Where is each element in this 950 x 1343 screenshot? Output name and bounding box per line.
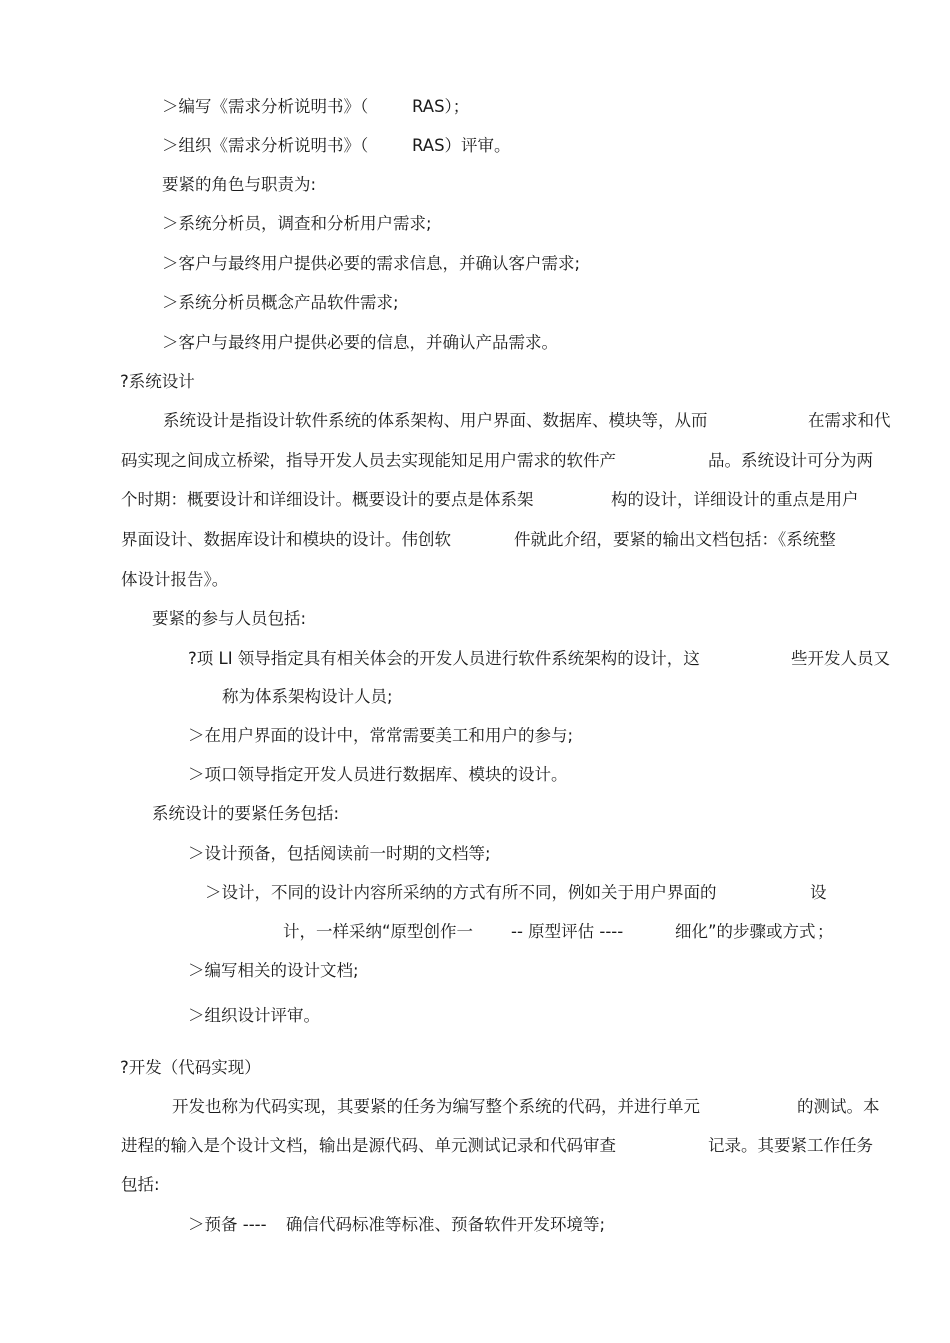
task-item bbox=[205, 883, 835, 903]
text: 界面设计、数据库设计和模块的设计。伟创软 bbox=[121, 530, 451, 549]
role-item: ＞客户与最终用户提供必要的信息，并确认产品需求。 bbox=[162, 333, 558, 352]
paragraph-line bbox=[121, 451, 901, 471]
participant-item: ＞项口领导指定开发人员进行数据库、模块的设计。 bbox=[188, 765, 568, 784]
text: -- 原型评估 ---- bbox=[511, 922, 624, 941]
text: 系统设计是指设计软件系统的体系架构、用户界面、数据库、模块等，从而 bbox=[163, 411, 708, 430]
dev-task-item bbox=[188, 1215, 638, 1235]
text: 细化”的步骤或方式 bbox=[675, 922, 816, 941]
roles-title: 要紧的角色与职责为: bbox=[162, 175, 317, 194]
participants-title: 要紧的参与人员包括: bbox=[152, 609, 307, 628]
text: 些开发人员又 bbox=[791, 649, 890, 668]
text: ＞设计，不同的设计内容所采纳的方式有所不同，例如关于用户界面的 bbox=[205, 883, 717, 902]
tasks-title: 系统设计的要紧任务包括: bbox=[152, 804, 340, 823]
paragraph-line bbox=[172, 1097, 892, 1117]
role-item: ＞系统分析员，调查和分析用户需求; bbox=[162, 214, 432, 233]
participant-item-cont: 称为体系架构设计人员; bbox=[222, 687, 393, 706]
text: ＞组织《需求分析说明书》（ bbox=[162, 136, 369, 155]
text: 进程的输入是个设计文档，输出是源代码、单元测试记录和代码审查 bbox=[121, 1136, 616, 1155]
task-item: ＞组织设计评审。 bbox=[188, 1006, 320, 1025]
text: 的测试。本 bbox=[797, 1097, 880, 1116]
participant-item: ＞在用户界面的设计中，常常需要美工和用户的参与; bbox=[188, 726, 574, 745]
req-line-1 bbox=[162, 97, 470, 117]
paragraph-line bbox=[121, 530, 901, 550]
text: 开发也称为代码实现，其要紧的任务为编写整个系统的代码，并进行单元 bbox=[172, 1097, 700, 1116]
participant-item bbox=[188, 649, 900, 669]
text: ?项 LI 领导指定具有相关体会的开发人员进行软件系统架构的设计，这 bbox=[188, 649, 700, 668]
paragraph-line bbox=[121, 490, 901, 510]
text: 件就此介绍，要紧的输出文档包括：《系统整 bbox=[514, 530, 836, 549]
paragraph-line: 体设计报告》。 bbox=[121, 570, 229, 589]
text: 设 bbox=[810, 883, 827, 902]
text: 计，一样采纳“原型创作一 bbox=[283, 922, 474, 941]
task-item: ＞编写相关的设计文档; bbox=[188, 961, 359, 980]
text: 记录。其要紧工作任务 bbox=[708, 1136, 873, 1155]
task-item: ＞设计预备，包括阅读前一时期的文档等; bbox=[188, 844, 491, 863]
text: RAS）评审。 bbox=[412, 136, 511, 155]
text: ＞预备 ---- bbox=[188, 1215, 267, 1234]
paragraph-line bbox=[121, 1136, 891, 1156]
task-item-cont bbox=[283, 922, 843, 942]
section-heading-design: ?系统设计 bbox=[120, 372, 195, 391]
text: 构的设计，详细设计的重点是用户 bbox=[611, 490, 859, 509]
section-heading-development: ?开发（代码实现） bbox=[120, 1058, 261, 1077]
text: 个时期：概要设计和详细设计。概要设计的要点是体系架 bbox=[121, 490, 534, 509]
text: 码实现之间成立桥梁，指导开发人员去实现能知足用户需求的软件产 bbox=[121, 451, 616, 470]
text: ＞编写《需求分析说明书》（ bbox=[162, 97, 369, 116]
text: ； bbox=[817, 922, 834, 941]
text: RAS）； bbox=[412, 97, 470, 116]
paragraph-line bbox=[163, 411, 903, 431]
role-item: ＞客户与最终用户提供必要的需求信息，并确认客户需求; bbox=[162, 254, 581, 273]
text: 确信代码标准等标准、预备软件开发环境等; bbox=[286, 1215, 606, 1234]
req-line-2 bbox=[162, 136, 511, 156]
role-item: ＞系统分析员概念产品软件需求; bbox=[162, 293, 399, 312]
text: 品。系统设计可分为两 bbox=[708, 451, 873, 470]
paragraph-line: 包括: bbox=[121, 1175, 160, 1194]
text: 在需求和代 bbox=[808, 411, 891, 430]
